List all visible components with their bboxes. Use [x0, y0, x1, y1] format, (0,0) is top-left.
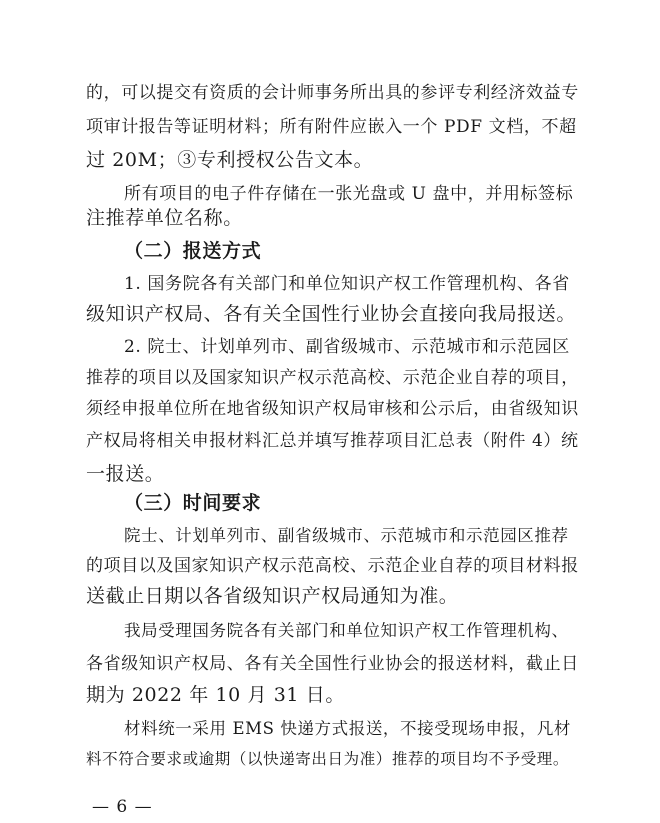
text-line: 产权局将相关申报材料汇总并填写推荐项目汇总表（附件 4）统 [86, 431, 579, 451]
text-line: 级知识产权局、各有关全国性行业协会直接向我局报送。 [86, 303, 577, 325]
text-line: 过 20M；③专利授权公告文本。 [86, 149, 374, 171]
text-line: 项审计报告等证明材料；所有附件应嵌入一个 PDF 文档，不超 [86, 117, 577, 137]
page-number: — 6 — [92, 797, 153, 817]
text-line: 期为 2022 年 10 月 31 日。 [86, 684, 345, 706]
text-line: 各省级知识产权局、各有关全国性行业协会的报送材料，截止日 [86, 654, 579, 674]
text-line: 送截止日期以各省级知识产权局通知为准。 [86, 585, 459, 607]
text-line: 院士、计划单列市、副省级城市、示范城市和示范园区推荐 [124, 526, 569, 545]
text-line: 1. 国务院各有关部门和单位知识产权工作管理机构、各省 [124, 274, 570, 294]
text-line: 的，可以提交有资质的会计师事务所出具的参评专利经济效益专 [86, 83, 579, 103]
text-line: 注推荐单位名称。 [86, 207, 243, 229]
section-heading: （三）时间要求 [124, 492, 262, 514]
text-line: 一报送。 [86, 463, 165, 485]
text-line: 的项目以及国家知识产权示范高校、示范企业自荐的项目材料报 [86, 556, 579, 576]
text-line: 推荐的项目以及国家知识产权示范高校、示范企业自荐的项目， [86, 368, 579, 388]
text-line: 我局受理国务院各有关部门和单位知识产权工作管理机构、 [124, 621, 569, 640]
text-line: 材料统一采用 EMS 快递方式报送，不接受现场申报，凡材 [124, 719, 572, 738]
text-line: 须经申报单位所在地省级知识产权局审核和公示后，由省级知识 [86, 399, 579, 419]
section-heading: （二）报送方式 [124, 240, 262, 262]
text-line: 料不符合要求或逾期（以快递寄出日为准）推荐的项目均不予受理。 [86, 750, 570, 768]
text-line: 所有项目的电子件存储在一张光盘或 U 盘中，并用标签标 [124, 184, 574, 204]
text-line: 2. 院士、计划单列市、副省级城市、示范城市和示范园区 [124, 337, 570, 357]
